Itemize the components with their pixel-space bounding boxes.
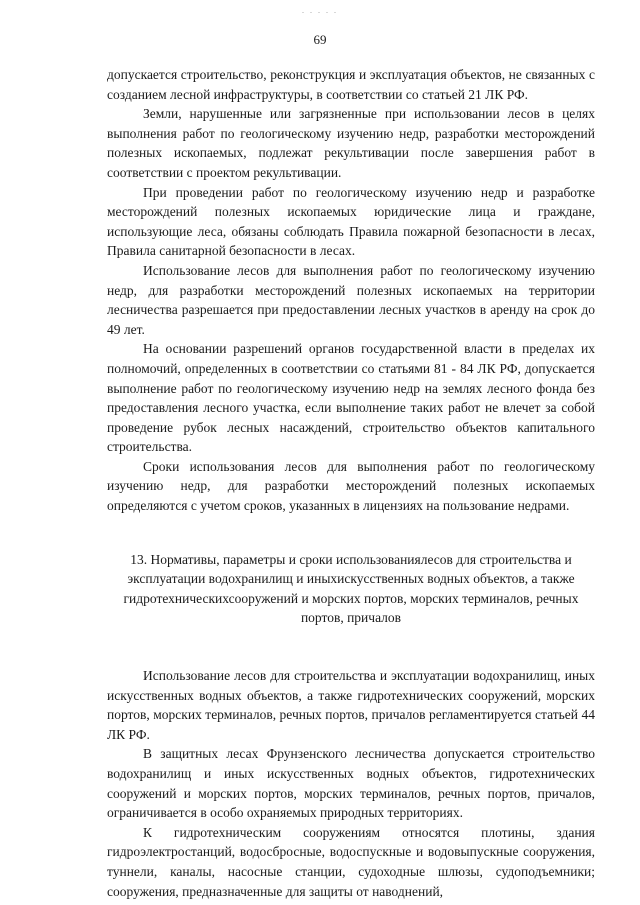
paragraph: В защитных лесах Фрунзенского лесничества допускается строительство водохранилищ и иных искусственных водных объектов, гидротехнических сооружений и морских портов, морских терминалов, речных портов, причалов, ограничивается в особо охраняемых природных территориях. [107, 746, 595, 821]
paragraph: При проведении работ по геологическому изучению недр и разработке месторождений полезных ископаемых юридические лица и граждане, использующие леса, обязаны соблюдать Правила пожарной безопасности в лесах, Правила санитарной безопасности в лесах. [107, 184, 595, 259]
scan-marks: . . . . . [302, 6, 338, 15]
paragraph: допускается строительство, реконструкция и эксплуатация объектов, не связанных с созданием лесной инфраструктуры, в соответствии со статьей 21 ЛК РФ. [107, 67, 595, 102]
document-body [107, 65, 595, 901]
paragraph: На основании разрешений органов государственной власти в пределах их полномочий, определенных в соответствии со статьями 81 - 84 ЛК РФ, допускается выполнение работ по геологическому изучению недр на землях лесного фонда без предоставления лесного участка, если выполнение таких работ не влечет за собой проведение рубок лесных насаждений, строительство объектов капитального строительства. [107, 341, 595, 455]
page-number: 69 [313, 32, 327, 47]
paragraph: К гидротехническим сооружениям относятся плотины, здания гидроэлектростанций, водосбросные, водоспускные и водовыпускные сооружения, туннели, каналы, насосные станции, судоходные шлюзы, судоподъемники; сооружения, предназначенные для защиты от наводнений, [107, 824, 595, 899]
paragraph: Использование лесов для выполнения работ по геологическому изучению недр, для разработки месторождений полезных ископаемых на территории лесничества разрешается при предоставлении лесных участков в аренду на срок до 49 лет. [107, 262, 595, 337]
paragraph: Использование лесов для строительства и эксплуатации водохранилищ, иных искусственных водных объектов, а также гидротехнических сооружений, морских портов, морских терминалов, речных портов, причалов регламентируется статьей 44 ЛК РФ. [107, 668, 595, 742]
section-heading: 13. Нормативы, параметры и сроки использованиялесов для строительства и эксплуатации водохранилищ и иныхискусственных водных объектов, а также гидротехническихсооружений и морских портов, морских терминалов, речных портов, причалов [123, 551, 579, 626]
paragraph: Земли, нарушенные или загрязненные при использовании лесов в целях выполнения работ по геологическому изучению недр, разработки месторождений полезных ископаемых, подлежат рекультивации после завершения работ в соответствии с проектом рекультивации. [107, 106, 595, 180]
paragraph: Сроки использования лесов для выполнения работ по геологическому изучению недр, для разработки месторождений полезных ископаемых определяются с учетом сроков, указанных в лицензиях на пользование недрами. [107, 458, 595, 514]
